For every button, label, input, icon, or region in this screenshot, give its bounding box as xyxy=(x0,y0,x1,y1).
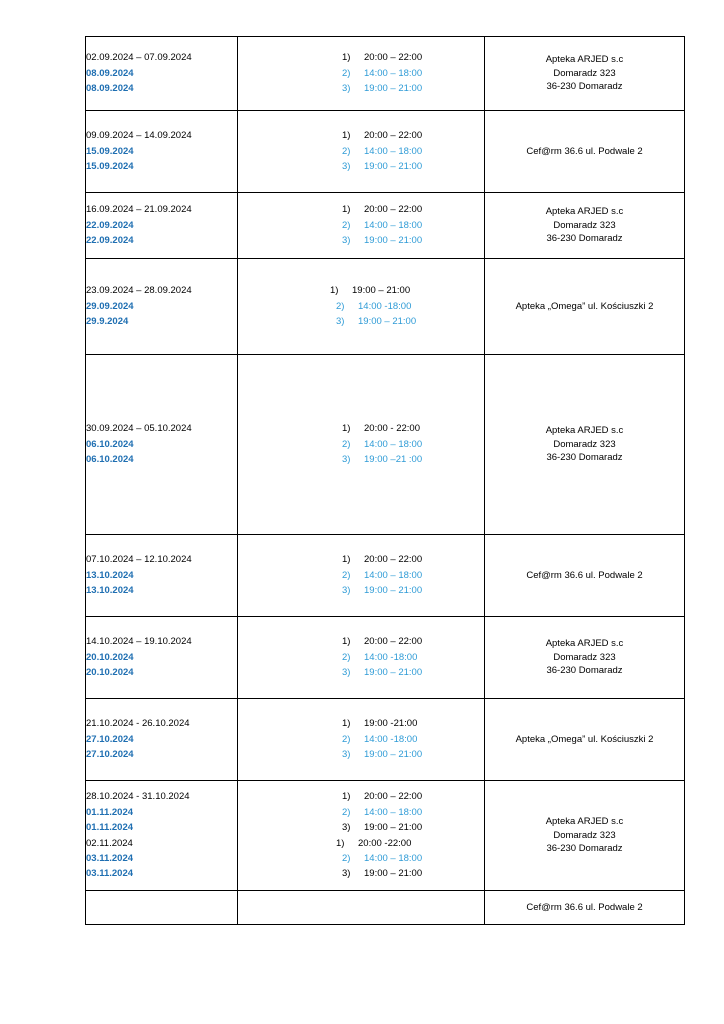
period-date: 03.11.2024 xyxy=(86,852,134,864)
period-cell xyxy=(86,699,238,781)
hours-range: 19:00 – 21:00 xyxy=(364,83,423,95)
period-cell xyxy=(86,193,238,259)
period-date: 14.10.2024 – 19.10.2024 xyxy=(86,636,192,648)
hours-range: 14:00 – 18:00 xyxy=(364,852,423,864)
hours-range: 20:00 - 22:00 xyxy=(364,423,420,435)
period-date: 21.10.2024 - 26.10.2024 xyxy=(86,718,190,730)
hours-entry xyxy=(238,650,484,665)
hours-range: 20:00 – 22:00 xyxy=(364,130,423,142)
pharmacy-cell xyxy=(485,699,685,781)
hours-index: 2) xyxy=(342,438,351,450)
hours-entry xyxy=(238,583,484,598)
hours-entry xyxy=(238,437,484,452)
period-date: 13.10.2024 xyxy=(86,569,134,581)
hours-entry xyxy=(238,851,484,866)
pharmacy-cell xyxy=(485,111,685,193)
hours-entry xyxy=(238,568,484,583)
hours-cell xyxy=(238,111,485,193)
hours-index: 3) xyxy=(336,316,345,328)
pharmacy-line: Domaradz 323 xyxy=(553,829,616,841)
period-date: 02.11.2024 xyxy=(86,837,133,849)
pharmacy-line: 36-230 Domaradz xyxy=(546,843,623,855)
pharmacy-line: Apteka ARJED s.c xyxy=(545,815,624,827)
hours-index: 1) xyxy=(342,554,351,566)
hours-range: 19:00 – 21:00 xyxy=(364,822,423,834)
hours-cell xyxy=(238,617,485,699)
hours-entry xyxy=(238,144,484,159)
hours-entry xyxy=(238,299,484,314)
period-date: 02.09.2024 – 07.09.2024 xyxy=(86,52,192,64)
period-date: 30.09.2024 – 05.10.2024 xyxy=(86,423,192,435)
hours-range: 14:00 – 18:00 xyxy=(364,145,423,157)
hours-range: 20:00 – 22:00 xyxy=(364,791,423,803)
table-row xyxy=(86,535,685,617)
table-row xyxy=(86,617,685,699)
hours-entry xyxy=(238,634,484,649)
hours-index: 1) xyxy=(342,204,351,216)
hours-entry xyxy=(238,159,484,174)
hours-range: 19:00 – 21:00 xyxy=(364,585,423,597)
hours-entry xyxy=(238,128,484,143)
period-date: 13.10.2024 xyxy=(86,585,134,597)
period-date: 07.10.2024 – 12.10.2024 xyxy=(86,554,192,566)
pharmacy-cell xyxy=(485,37,685,111)
hours-range: 19:00 – 21:00 xyxy=(364,161,423,173)
period-date: 01.11.2024 xyxy=(86,806,134,818)
hours-range: 19:00 – 21:00 xyxy=(364,749,423,761)
hours-index: 1) xyxy=(342,718,351,730)
hours-entry xyxy=(238,552,484,567)
hours-index: 3) xyxy=(342,585,351,597)
hours-index: 2) xyxy=(342,733,351,745)
hours-index: 2) xyxy=(342,145,351,157)
hours-range: 20:00 – 22:00 xyxy=(364,554,423,566)
hours-range: 19:00 –21 :00 xyxy=(364,454,423,466)
period-cell xyxy=(86,617,238,699)
hours-entry xyxy=(238,202,484,217)
pharmacy-line: Apteka „Omega” ul. Kościuszki 2 xyxy=(515,733,654,745)
pharmacy-cell xyxy=(485,617,685,699)
hours-entry xyxy=(238,789,484,804)
hours-entry xyxy=(238,421,484,436)
hours-range: 19:00 – 21:00 xyxy=(364,667,423,679)
period-date: 06.10.2024 xyxy=(86,438,134,450)
hours-entry xyxy=(238,314,484,329)
hours-index: 3) xyxy=(342,868,351,880)
hours-index: 3) xyxy=(342,83,351,95)
pharmacy-cell xyxy=(485,891,685,925)
pharmacy-line: Apteka ARJED s.c xyxy=(545,637,624,649)
hours-range: 20:00 – 22:00 xyxy=(364,636,423,648)
pharmacy-line: Apteka ARJED s.c xyxy=(545,424,624,436)
pharmacy-line: Cef@rm 36.6 ul. Podwale 2 xyxy=(526,901,643,913)
period-date: 03.11.2024 xyxy=(86,868,134,880)
pharmacy-line: Cef@rm 36.6 ul. Podwale 2 xyxy=(526,145,643,157)
hours-index: 2) xyxy=(342,852,351,864)
period-date: 27.10.2024 xyxy=(86,749,134,761)
hours-range: 19:00 – 21:00 xyxy=(364,235,423,247)
period-cell xyxy=(86,781,238,891)
hours-range: 19:00 -21:00 xyxy=(364,718,418,730)
table-row xyxy=(86,699,685,781)
pharmacy-cell xyxy=(485,355,685,535)
hours-entry xyxy=(238,732,484,747)
period-date: 16.09.2024 – 21.09.2024 xyxy=(86,204,192,216)
duty-schedule-table xyxy=(85,36,685,925)
period-date: 06.10.2024 xyxy=(86,454,134,466)
pharmacy-cell xyxy=(485,193,685,259)
period-date: 22.09.2024 xyxy=(86,235,134,247)
period-date: 15.09.2024 xyxy=(86,145,134,157)
hours-index: 1) xyxy=(342,636,351,648)
hours-index: 1) xyxy=(336,837,345,849)
hours-cell xyxy=(238,259,485,355)
hours-index: 3) xyxy=(342,667,351,679)
pharmacy-cell xyxy=(485,259,685,355)
period-date: 20.10.2024 xyxy=(86,651,134,663)
pharmacy-line: Domaradz 323 xyxy=(553,67,616,79)
pharmacy-cell xyxy=(485,535,685,617)
hours-index: 2) xyxy=(342,219,351,231)
hours-cell xyxy=(238,355,485,535)
table-row xyxy=(86,781,685,891)
pharmacy-cell xyxy=(485,781,685,891)
hours-range: 14:00 -18:00 xyxy=(358,300,412,312)
pharmacy-line: Domaradz 323 xyxy=(553,651,616,663)
period-date: 29.9.2024 xyxy=(86,316,129,328)
period-date: 28.10.2024 - 31.10.2024 xyxy=(86,791,190,803)
hours-range: 14:00 – 18:00 xyxy=(364,806,423,818)
hours-entry xyxy=(238,836,484,851)
hours-index: 3) xyxy=(342,235,351,247)
pharmacy-line: Domaradz 323 xyxy=(553,219,616,231)
hours-range: 14:00 – 18:00 xyxy=(364,219,423,231)
period-cell xyxy=(86,891,238,925)
table-row xyxy=(86,193,685,259)
hours-cell xyxy=(238,193,485,259)
hours-index: 1) xyxy=(342,52,351,64)
hours-range: 14:00 -18:00 xyxy=(364,733,418,745)
hours-range: 14:00 -18:00 xyxy=(364,651,418,663)
hours-range: 14:00 – 18:00 xyxy=(364,438,423,450)
hours-index: 2) xyxy=(342,651,351,663)
hours-index: 1) xyxy=(342,130,351,142)
pharmacy-line: Cef@rm 36.6 ul. Podwale 2 xyxy=(526,569,643,581)
period-date: 08.09.2024 xyxy=(86,67,134,79)
hours-index: 3) xyxy=(342,454,351,466)
hours-index: 3) xyxy=(342,749,351,761)
hours-range: 19:00 – 21:00 xyxy=(364,868,423,880)
hours-index: 3) xyxy=(342,822,351,834)
hours-entry xyxy=(238,805,484,820)
pharmacy-line: 36-230 Domaradz xyxy=(546,233,623,245)
hours-range: 20:00 -22:00 xyxy=(358,837,412,849)
pharmacy-line: Domaradz 323 xyxy=(553,438,616,450)
pharmacy-line: 36-230 Domaradz xyxy=(546,452,623,464)
hours-index: 1) xyxy=(342,791,351,803)
period-date: 01.11.2024 xyxy=(86,822,134,834)
hours-entry xyxy=(238,233,484,248)
period-cell xyxy=(86,259,238,355)
period-date: 09.09.2024 – 14.09.2024 xyxy=(86,130,192,142)
period-date: 20.10.2024 xyxy=(86,667,134,679)
hours-entry xyxy=(238,747,484,762)
hours-entry xyxy=(238,283,484,298)
hours-index: 3) xyxy=(342,161,351,173)
hours-cell xyxy=(238,37,485,111)
hours-entry xyxy=(238,716,484,731)
hours-entry xyxy=(238,50,484,65)
table-row xyxy=(86,355,685,535)
hours-range: 19:00 – 21:00 xyxy=(352,285,411,297)
table-row xyxy=(86,111,685,193)
period-cell xyxy=(86,37,238,111)
period-date: 22.09.2024 xyxy=(86,219,134,231)
period-cell xyxy=(86,535,238,617)
hours-entry xyxy=(238,218,484,233)
hours-cell xyxy=(238,535,485,617)
hours-entry xyxy=(238,665,484,680)
hours-cell xyxy=(238,891,485,925)
hours-range: 14:00 – 18:00 xyxy=(364,67,423,79)
hours-cell xyxy=(238,699,485,781)
period-date: 23.09.2024 – 28.09.2024 xyxy=(86,285,192,297)
hours-entry xyxy=(238,81,484,96)
period-date: 08.09.2024 xyxy=(86,83,134,95)
hours-entry xyxy=(238,820,484,835)
pharmacy-line: Apteka ARJED s.c xyxy=(545,205,624,217)
hours-index: 2) xyxy=(342,806,351,818)
pharmacy-line: 36-230 Domaradz xyxy=(546,665,623,677)
hours-entry xyxy=(238,866,484,881)
period-date: 29.09.2024 xyxy=(86,300,134,312)
schedule-body xyxy=(86,37,685,925)
hours-range: 14:00 – 18:00 xyxy=(364,569,423,581)
pharmacy-line: Apteka ARJED s.c xyxy=(545,53,624,65)
table-row xyxy=(86,37,685,111)
hours-index: 2) xyxy=(342,67,351,79)
hours-entry xyxy=(238,66,484,81)
hours-index: 1) xyxy=(330,285,339,297)
pharmacy-line: Apteka „Omega” ul. Kościuszki 2 xyxy=(515,300,654,312)
hours-index: 1) xyxy=(342,423,351,435)
period-date: 15.09.2024 xyxy=(86,161,134,173)
hours-index: 2) xyxy=(336,300,345,312)
hours-range: 20:00 – 22:00 xyxy=(364,204,423,216)
pharmacy-line: 36-230 Domaradz xyxy=(546,81,623,93)
table-row xyxy=(86,891,685,925)
period-date: 27.10.2024 xyxy=(86,733,134,745)
period-cell xyxy=(86,355,238,535)
hours-cell xyxy=(238,781,485,891)
hours-index: 2) xyxy=(342,569,351,581)
hours-range: 19:00 – 21:00 xyxy=(358,316,417,328)
table-row xyxy=(86,259,685,355)
period-cell xyxy=(86,111,238,193)
hours-entry xyxy=(238,452,484,467)
hours-range: 20:00 – 22:00 xyxy=(364,52,423,64)
